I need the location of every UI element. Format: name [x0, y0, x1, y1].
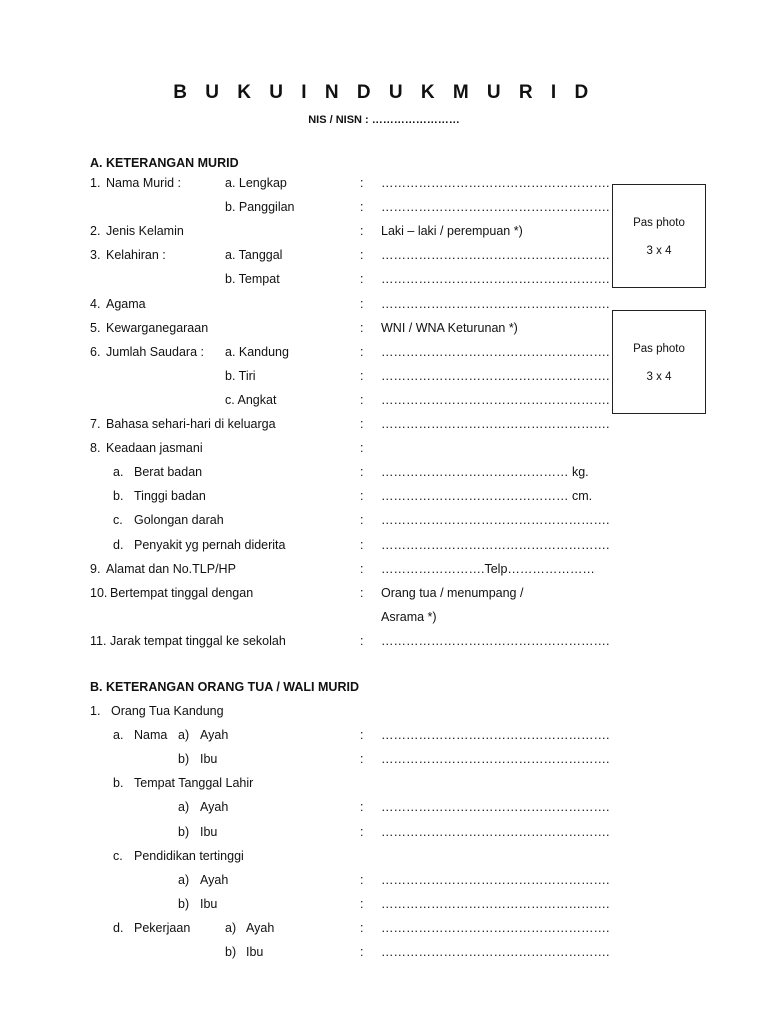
item-number: 9.: [90, 561, 101, 576]
field-value-blank: ……………………………………………….: [381, 392, 610, 407]
item-number: 5.: [90, 320, 101, 335]
field-value-blank: ……………………………………………….: [381, 368, 610, 383]
item-number: 2.: [90, 224, 101, 239]
colon-separator: :: [360, 272, 364, 287]
field-value-blank: ……………………………………………….: [381, 824, 610, 839]
item-number: 8.: [90, 441, 101, 456]
section-b-heading: B. KETERANGAN ORANG TUA / WALI MURID: [90, 680, 359, 694]
item-number: 11.: [90, 633, 107, 648]
field-value-blank: ……………………………………………….: [381, 200, 610, 215]
field-sublabel: Ibu: [200, 752, 218, 767]
field-label: Pekerjaan: [134, 920, 191, 935]
section-a-heading: A. KETERANGAN MURID: [90, 156, 239, 170]
sub-marker: b): [178, 824, 190, 839]
field-value-blank: ……………………………………………….: [381, 417, 610, 431]
photo-size: 3 x 4: [646, 245, 672, 257]
colon-separator: :: [360, 824, 364, 839]
field-value-blank: ……………………………………………….: [381, 296, 610, 311]
field-value-blank: ……………………………………… kg.: [381, 465, 589, 480]
item-number: 4.: [90, 296, 101, 311]
colon-separator: :: [360, 896, 364, 911]
field-label: Tempat Tanggal Lahir: [134, 776, 254, 791]
colon-separator: :: [360, 945, 364, 959]
field-label: Bahasa sehari-hari di keluarga: [106, 417, 276, 431]
item-number: 1.: [90, 176, 101, 190]
field-sublabel: a. Kandung: [225, 344, 289, 359]
field-sublabel: a. Tanggal: [225, 248, 283, 263]
item-number: c.: [113, 513, 123, 528]
photo-label: Pas photo: [633, 217, 685, 229]
item-number: 6.: [90, 344, 101, 359]
item-number: d.: [113, 537, 124, 552]
field-value-blank: Asrama *): [381, 609, 437, 624]
sub-marker: a): [178, 728, 190, 743]
field-label: Penyakit yg pernah diderita: [134, 537, 286, 552]
field-value-blank: ……………………………………… cm.: [381, 489, 593, 504]
colon-separator: :: [360, 920, 364, 935]
colon-separator: :: [360, 320, 364, 335]
item-number: 7.: [90, 417, 101, 431]
field-sublabel: c. Angkat: [225, 392, 277, 407]
photo-box-1: [612, 184, 706, 288]
colon-separator: :: [360, 489, 364, 504]
field-value-blank: Laki – laki / perempuan *): [381, 224, 523, 239]
field-value-blank: ……………………………………………….: [381, 513, 610, 528]
field-sublabel: Ibu: [246, 945, 264, 959]
field-value-blank: ……………………………………………….: [381, 896, 610, 911]
item-number: a.: [113, 728, 124, 743]
colon-separator: :: [360, 728, 364, 743]
colon-separator: :: [360, 296, 364, 311]
colon-separator: :: [360, 441, 364, 456]
colon-separator: :: [360, 872, 364, 887]
item-number: 1.: [90, 704, 101, 718]
field-value-blank: ……………………………………………….: [381, 248, 610, 263]
field-sublabel: Ayah: [200, 872, 229, 887]
colon-separator: :: [360, 417, 364, 431]
item-number: 3.: [90, 248, 101, 263]
field-label: Berat badan: [134, 465, 203, 480]
field-sublabel: Ayah: [200, 728, 229, 743]
colon-separator: :: [360, 465, 364, 480]
sub-marker: a): [225, 920, 237, 935]
field-label: Nama: [134, 728, 168, 743]
field-label: Agama: [106, 296, 146, 311]
colon-separator: :: [360, 752, 364, 767]
field-value-blank: ……………………………………………….: [381, 752, 610, 767]
item-number: c.: [113, 848, 123, 863]
field-value-blank: ……………………………………………….: [381, 945, 610, 959]
colon-separator: :: [360, 224, 364, 239]
field-label: Tinggi badan: [134, 489, 206, 504]
field-value-blank: ……………………………………………….: [381, 872, 610, 887]
colon-separator: :: [360, 392, 364, 407]
sub-marker: b): [178, 752, 190, 767]
item-number: b.: [113, 776, 124, 791]
item-number: d.: [113, 920, 124, 935]
document-title: B U K U I N D U K M U R I D: [173, 82, 595, 103]
colon-separator: :: [360, 537, 364, 552]
colon-separator: :: [360, 561, 364, 576]
colon-separator: :: [360, 200, 364, 215]
field-sublabel: a. Lengkap: [225, 176, 287, 190]
field-label: Bertempat tinggal dengan: [110, 585, 254, 600]
field-value-blank: ……………………………………………….: [381, 176, 610, 190]
colon-separator: :: [360, 585, 364, 600]
photo-size: 3 x 4: [646, 371, 672, 383]
field-sublabel: b. Tempat: [225, 272, 280, 287]
field-label: Keadaan jasmani: [106, 441, 203, 456]
field-value-blank: ……………………………………………….: [381, 800, 610, 815]
colon-separator: :: [360, 513, 364, 528]
colon-separator: :: [360, 176, 364, 190]
field-sublabel: b. Panggilan: [225, 200, 295, 215]
field-label: Jarak tempat tinggal ke sekolah: [110, 633, 286, 648]
colon-separator: :: [360, 368, 364, 383]
field-label: Kewarganegaraan: [106, 320, 209, 335]
field-label: Kelahiran :: [106, 248, 166, 263]
item-number: 10.: [90, 585, 108, 600]
field-value-blank: ……………………………………………….: [381, 728, 610, 743]
photo-box-2: [612, 310, 706, 414]
field-value-blank: ……………………………………………….: [381, 272, 610, 287]
colon-separator: :: [360, 344, 364, 359]
field-value-blank: ……………………………………………….: [381, 344, 610, 359]
field-value-blank: …………………….Telp…………………: [381, 561, 595, 576]
sub-marker: b): [178, 896, 190, 911]
sub-marker: a): [178, 872, 190, 887]
field-label: Jumlah Saudara :: [106, 344, 204, 359]
sub-marker: b): [225, 945, 237, 959]
field-label: Pendidikan tertinggi: [134, 848, 244, 863]
colon-separator: :: [360, 248, 364, 263]
item-number: a.: [113, 465, 124, 480]
field-value-blank: ……………………………………………….: [381, 537, 610, 552]
field-label: Orang Tua Kandung: [111, 704, 224, 718]
field-label: Jenis Kelamin: [106, 224, 184, 239]
field-value-blank: ……………………………………………….: [381, 633, 610, 648]
field-sublabel: b. Tiri: [225, 368, 256, 383]
sub-marker: a): [178, 800, 190, 815]
field-sublabel: Ibu: [200, 896, 218, 911]
field-label: Nama Murid :: [106, 176, 182, 190]
colon-separator: :: [360, 800, 364, 815]
field-label: Alamat dan No.TLP/HP: [106, 561, 236, 576]
nis-nisn-line: NIS / NISN : ……………………: [308, 114, 460, 126]
field-sublabel: Ayah: [200, 800, 229, 815]
item-number: b.: [113, 489, 124, 504]
field-value-blank: WNI / WNA Keturunan *): [381, 320, 518, 335]
field-sublabel: Ibu: [200, 824, 218, 839]
photo-label: Pas photo: [633, 343, 685, 355]
field-sublabel: Ayah: [246, 920, 275, 935]
field-value-blank: Orang tua / menumpang /: [381, 585, 524, 600]
field-label: Golongan darah: [134, 513, 224, 528]
field-value-blank: ……………………………………………….: [381, 920, 610, 935]
colon-separator: :: [360, 633, 364, 648]
